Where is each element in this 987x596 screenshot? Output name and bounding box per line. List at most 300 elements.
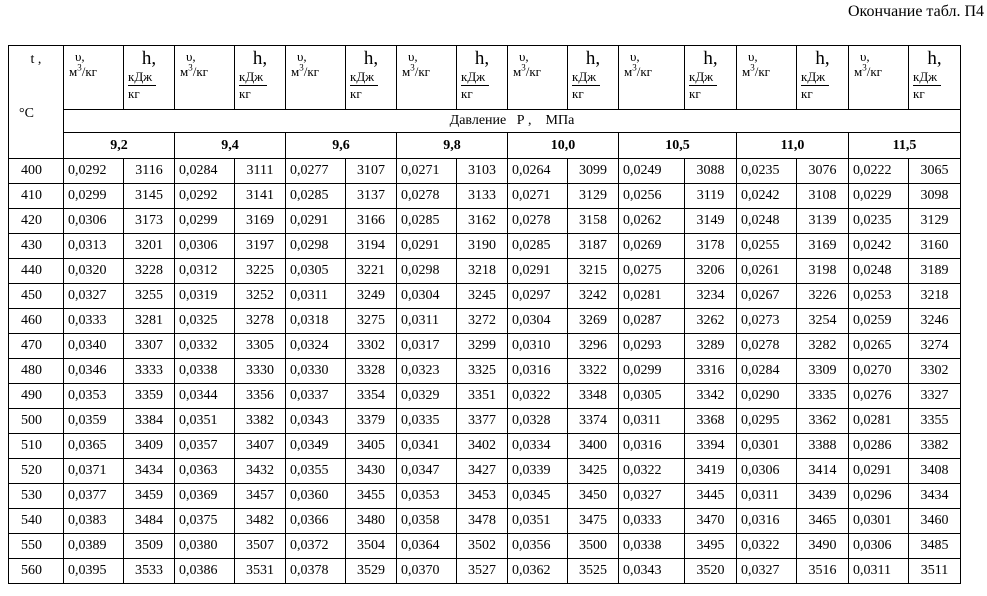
enthalpy-cell: 3133 bbox=[457, 184, 508, 209]
header-row-pressure-values bbox=[9, 133, 961, 159]
specific-volume-cell: 0,0327 bbox=[737, 559, 797, 584]
enthalpy-cell: 3249 bbox=[346, 284, 397, 309]
unit-tail: /кг bbox=[303, 64, 319, 79]
specific-volume-cell: 0,0249 bbox=[619, 159, 685, 184]
temperature-cell: 550 bbox=[9, 534, 64, 559]
specific-volume-cell: 0,0229 bbox=[849, 184, 909, 209]
table-row bbox=[9, 309, 961, 334]
specific-volume-cell: 0,0278 bbox=[737, 334, 797, 359]
enthalpy-cell: 3119 bbox=[685, 184, 737, 209]
enthalpy-cell: 3504 bbox=[346, 534, 397, 559]
enthalpy-cell: 3507 bbox=[235, 534, 286, 559]
enthalpy-unit-denominator: кг bbox=[801, 86, 813, 101]
enthalpy-unit-numerator: кДж bbox=[461, 69, 489, 86]
enthalpy-cell: 3432 bbox=[235, 459, 286, 484]
table-row bbox=[9, 209, 961, 234]
enthalpy-cell: 3302 bbox=[346, 334, 397, 359]
enthalpy-header bbox=[568, 46, 619, 110]
enthalpy-cell: 3149 bbox=[685, 209, 737, 234]
enthalpy-cell: 3351 bbox=[457, 384, 508, 409]
specific-volume-unit bbox=[402, 64, 452, 79]
pressure-label: Давление Р , МПа bbox=[64, 110, 961, 133]
enthalpy-unit-denominator: кг bbox=[350, 86, 362, 101]
unit-exponent: 3 bbox=[188, 62, 193, 73]
specific-volume-symbol: υ, bbox=[297, 49, 307, 64]
specific-volume-cell: 0,0286 bbox=[849, 434, 909, 459]
specific-volume-cell: 0,0359 bbox=[64, 409, 124, 434]
enthalpy-cell: 3111 bbox=[235, 159, 286, 184]
temperature-cell: 470 bbox=[9, 334, 64, 359]
specific-volume-cell: 0,0293 bbox=[619, 334, 685, 359]
specific-volume-header bbox=[64, 46, 124, 110]
specific-volume-header bbox=[397, 46, 457, 110]
specific-volume-unit bbox=[180, 64, 230, 79]
specific-volume-cell: 0,0377 bbox=[64, 484, 124, 509]
enthalpy-cell: 3187 bbox=[568, 234, 619, 259]
specific-volume-cell: 0,0338 bbox=[619, 534, 685, 559]
specific-volume-cell: 0,0310 bbox=[508, 334, 568, 359]
enthalpy-cell: 3382 bbox=[909, 434, 961, 459]
enthalpy-cell: 3409 bbox=[124, 434, 175, 459]
temperature-unit: °C bbox=[19, 106, 34, 121]
enthalpy-cell: 3206 bbox=[685, 259, 737, 284]
enthalpy-symbol: h, bbox=[585, 48, 601, 69]
enthalpy-cell: 3348 bbox=[568, 384, 619, 409]
enthalpy-cell: 3201 bbox=[124, 234, 175, 259]
temperature-cell: 560 bbox=[9, 559, 64, 584]
enthalpy-cell: 3137 bbox=[346, 184, 397, 209]
enthalpy-cell: 3296 bbox=[568, 334, 619, 359]
enthalpy-cell: 3482 bbox=[235, 509, 286, 534]
enthalpy-unit-denominator: кг bbox=[128, 86, 140, 101]
table-row bbox=[9, 459, 961, 484]
enthalpy-symbol: h, bbox=[363, 48, 379, 69]
table-row bbox=[9, 359, 961, 384]
specific-volume-header bbox=[737, 46, 797, 110]
enthalpy-cell: 3355 bbox=[909, 409, 961, 434]
unit-exponent: 3 bbox=[410, 62, 415, 73]
enthalpy-cell: 3402 bbox=[457, 434, 508, 459]
specific-volume-cell: 0,0299 bbox=[619, 359, 685, 384]
enthalpy-cell: 3272 bbox=[457, 309, 508, 334]
specific-volume-cell: 0,0305 bbox=[286, 259, 346, 284]
temperature-header bbox=[9, 46, 64, 133]
specific-volume-cell: 0,0345 bbox=[508, 484, 568, 509]
table-row bbox=[9, 159, 961, 184]
enthalpy-unit-numerator: кДж bbox=[128, 69, 156, 86]
enthalpy-unit-denominator: кг bbox=[461, 86, 473, 101]
specific-volume-cell: 0,0267 bbox=[737, 284, 797, 309]
specific-volume-cell: 0,0316 bbox=[619, 434, 685, 459]
enthalpy-cell: 3099 bbox=[568, 159, 619, 184]
specific-volume-cell: 0,0332 bbox=[175, 334, 235, 359]
specific-volume-cell: 0,0330 bbox=[286, 359, 346, 384]
specific-volume-cell: 0,0242 bbox=[737, 184, 797, 209]
enthalpy-symbol: h, bbox=[703, 48, 718, 69]
enthalpy-cell: 3495 bbox=[685, 534, 737, 559]
enthalpy-cell: 3457 bbox=[235, 484, 286, 509]
enthalpy-cell: 3139 bbox=[797, 209, 849, 234]
enthalpy-cell: 3178 bbox=[685, 234, 737, 259]
specific-volume-cell: 0,0366 bbox=[286, 509, 346, 534]
enthalpy-cell: 3478 bbox=[457, 509, 508, 534]
specific-volume-cell: 0,0291 bbox=[849, 459, 909, 484]
specific-volume-cell: 0,0362 bbox=[508, 559, 568, 584]
enthalpy-cell: 3485 bbox=[909, 534, 961, 559]
unit-exponent: 3 bbox=[299, 62, 304, 73]
specific-volume-unit bbox=[513, 64, 563, 79]
specific-volume-cell: 0,0301 bbox=[849, 509, 909, 534]
enthalpy-cell: 3516 bbox=[797, 559, 849, 584]
unit-base: м bbox=[69, 64, 78, 79]
specific-volume-cell: 0,0316 bbox=[508, 359, 568, 384]
enthalpy-cell: 3425 bbox=[568, 459, 619, 484]
enthalpy-cell: 3225 bbox=[235, 259, 286, 284]
enthalpy-cell: 3439 bbox=[797, 484, 849, 509]
specific-volume-cell: 0,0312 bbox=[175, 259, 235, 284]
temperature-cell: 460 bbox=[9, 309, 64, 334]
specific-volume-cell: 0,0346 bbox=[64, 359, 124, 384]
specific-volume-cell: 0,0242 bbox=[849, 234, 909, 259]
unit-exponent: 3 bbox=[750, 62, 755, 73]
enthalpy-symbol: h, bbox=[474, 48, 490, 69]
specific-volume-cell: 0,0255 bbox=[737, 234, 797, 259]
unit-exponent: 3 bbox=[77, 62, 82, 73]
enthalpy-cell: 3108 bbox=[797, 184, 849, 209]
unit-base: м bbox=[180, 64, 189, 79]
specific-volume-cell: 0,0299 bbox=[64, 184, 124, 209]
temperature-cell: 520 bbox=[9, 459, 64, 484]
enthalpy-symbol: h, bbox=[141, 48, 157, 69]
specific-volume-cell: 0,0275 bbox=[619, 259, 685, 284]
temperature-cell: 490 bbox=[9, 384, 64, 409]
enthalpy-cell: 3335 bbox=[797, 384, 849, 409]
table-row bbox=[9, 559, 961, 584]
enthalpy-cell: 3529 bbox=[346, 559, 397, 584]
pressure-value: 9,4 bbox=[175, 133, 286, 159]
pressure-value: 9,2 bbox=[64, 133, 175, 159]
unit-base: м bbox=[854, 64, 863, 79]
enthalpy-cell: 3246 bbox=[909, 309, 961, 334]
enthalpy-cell: 3245 bbox=[457, 284, 508, 309]
specific-volume-cell: 0,0304 bbox=[508, 309, 568, 334]
specific-volume-cell: 0,0353 bbox=[397, 484, 457, 509]
specific-volume-cell: 0,0318 bbox=[286, 309, 346, 334]
enthalpy-cell: 3368 bbox=[685, 409, 737, 434]
unit-tail: /кг bbox=[192, 64, 208, 79]
enthalpy-symbol: h, bbox=[815, 48, 830, 69]
specific-volume-cell: 0,0262 bbox=[619, 209, 685, 234]
enthalpy-cell: 3525 bbox=[568, 559, 619, 584]
enthalpy-cell: 3445 bbox=[685, 484, 737, 509]
specific-volume-cell: 0,0369 bbox=[175, 484, 235, 509]
enthalpy-cell: 3322 bbox=[568, 359, 619, 384]
specific-volume-cell: 0,0343 bbox=[286, 409, 346, 434]
specific-volume-cell: 0,0344 bbox=[175, 384, 235, 409]
table-row bbox=[9, 259, 961, 284]
specific-volume-cell: 0,0277 bbox=[286, 159, 346, 184]
enthalpy-cell: 3107 bbox=[346, 159, 397, 184]
unit-tail: /кг bbox=[414, 64, 430, 79]
specific-volume-cell: 0,0287 bbox=[619, 309, 685, 334]
enthalpy-cell: 3221 bbox=[346, 259, 397, 284]
specific-volume-header bbox=[508, 46, 568, 110]
specific-volume-cell: 0,0360 bbox=[286, 484, 346, 509]
enthalpy-cell: 3407 bbox=[235, 434, 286, 459]
header-row-units bbox=[9, 46, 961, 110]
enthalpy-unit-denominator: кг bbox=[239, 86, 251, 101]
enthalpy-cell: 3194 bbox=[346, 234, 397, 259]
enthalpy-cell: 3262 bbox=[685, 309, 737, 334]
specific-volume-unit bbox=[624, 64, 680, 79]
specific-volume-cell: 0,0306 bbox=[175, 234, 235, 259]
enthalpy-unit-denominator: кг bbox=[689, 86, 701, 101]
specific-volume-cell: 0,0304 bbox=[397, 284, 457, 309]
specific-volume-cell: 0,0284 bbox=[175, 159, 235, 184]
specific-volume-cell: 0,0365 bbox=[64, 434, 124, 459]
enthalpy-cell: 3116 bbox=[124, 159, 175, 184]
enthalpy-cell: 3228 bbox=[124, 259, 175, 284]
specific-volume-cell: 0,0284 bbox=[737, 359, 797, 384]
enthalpy-cell: 3281 bbox=[124, 309, 175, 334]
specific-volume-cell: 0,0327 bbox=[64, 284, 124, 309]
enthalpy-cell: 3173 bbox=[124, 209, 175, 234]
temperature-cell: 540 bbox=[9, 509, 64, 534]
specific-volume-cell: 0,0299 bbox=[175, 209, 235, 234]
specific-volume-header bbox=[619, 46, 685, 110]
enthalpy-cell: 3166 bbox=[346, 209, 397, 234]
temperature-header-blank bbox=[9, 133, 64, 159]
enthalpy-unit-numerator: кДж bbox=[801, 69, 829, 86]
enthalpy-cell: 3511 bbox=[909, 559, 961, 584]
pressure-value: 11,5 bbox=[849, 133, 961, 159]
unit-base: м bbox=[742, 64, 751, 79]
enthalpy-cell: 3354 bbox=[346, 384, 397, 409]
enthalpy-cell: 3190 bbox=[457, 234, 508, 259]
enthalpy-cell: 3427 bbox=[457, 459, 508, 484]
enthalpy-cell: 3234 bbox=[685, 284, 737, 309]
enthalpy-cell: 3356 bbox=[235, 384, 286, 409]
enthalpy-cell: 3531 bbox=[235, 559, 286, 584]
specific-volume-cell: 0,0295 bbox=[737, 409, 797, 434]
enthalpy-header bbox=[124, 46, 175, 110]
enthalpy-cell: 3275 bbox=[346, 309, 397, 334]
specific-volume-cell: 0,0320 bbox=[64, 259, 124, 284]
specific-volume-cell: 0,0311 bbox=[286, 284, 346, 309]
specific-volume-cell: 0,0337 bbox=[286, 384, 346, 409]
enthalpy-cell: 3430 bbox=[346, 459, 397, 484]
temperature-symbol: t , bbox=[30, 52, 42, 67]
enthalpy-cell: 3162 bbox=[457, 209, 508, 234]
enthalpy-cell: 3088 bbox=[685, 159, 737, 184]
specific-volume-cell: 0,0276 bbox=[849, 384, 909, 409]
specific-volume-header bbox=[286, 46, 346, 110]
specific-volume-cell: 0,0222 bbox=[849, 159, 909, 184]
specific-volume-cell: 0,0298 bbox=[397, 259, 457, 284]
enthalpy-cell: 3289 bbox=[685, 334, 737, 359]
specific-volume-cell: 0,0395 bbox=[64, 559, 124, 584]
enthalpy-cell: 3362 bbox=[797, 409, 849, 434]
enthalpy-cell: 3316 bbox=[685, 359, 737, 384]
enthalpy-cell: 3465 bbox=[797, 509, 849, 534]
specific-volume-cell: 0,0253 bbox=[849, 284, 909, 309]
enthalpy-cell: 3419 bbox=[685, 459, 737, 484]
specific-volume-cell: 0,0301 bbox=[737, 434, 797, 459]
specific-volume-cell: 0,0311 bbox=[619, 409, 685, 434]
enthalpy-cell: 3470 bbox=[685, 509, 737, 534]
enthalpy-cell: 3274 bbox=[909, 334, 961, 359]
specific-volume-cell: 0,0285 bbox=[397, 209, 457, 234]
enthalpy-cell: 3333 bbox=[124, 359, 175, 384]
specific-volume-symbol: υ, bbox=[186, 49, 196, 64]
specific-volume-symbol: υ, bbox=[519, 49, 529, 64]
enthalpy-symbol: h, bbox=[927, 48, 942, 69]
specific-volume-cell: 0,0305 bbox=[619, 384, 685, 409]
temperature-cell: 430 bbox=[9, 234, 64, 259]
enthalpy-cell: 3325 bbox=[457, 359, 508, 384]
specific-volume-cell: 0,0292 bbox=[64, 159, 124, 184]
temperature-cell: 440 bbox=[9, 259, 64, 284]
enthalpy-header bbox=[235, 46, 286, 110]
specific-volume-cell: 0,0317 bbox=[397, 334, 457, 359]
specific-volume-cell: 0,0291 bbox=[508, 259, 568, 284]
specific-volume-header bbox=[849, 46, 909, 110]
enthalpy-cell: 3328 bbox=[346, 359, 397, 384]
enthalpy-cell: 3226 bbox=[797, 284, 849, 309]
enthalpy-cell: 3414 bbox=[797, 459, 849, 484]
specific-volume-cell: 0,0285 bbox=[286, 184, 346, 209]
specific-volume-cell: 0,0378 bbox=[286, 559, 346, 584]
specific-volume-cell: 0,0319 bbox=[175, 284, 235, 309]
enthalpy-cell: 3434 bbox=[909, 484, 961, 509]
enthalpy-cell: 3076 bbox=[797, 159, 849, 184]
specific-volume-cell: 0,0278 bbox=[508, 209, 568, 234]
enthalpy-cell: 3330 bbox=[235, 359, 286, 384]
unit-base: м bbox=[513, 64, 522, 79]
specific-volume-cell: 0,0248 bbox=[737, 209, 797, 234]
specific-volume-cell: 0,0351 bbox=[508, 509, 568, 534]
specific-volume-cell: 0,0324 bbox=[286, 334, 346, 359]
specific-volume-cell: 0,0269 bbox=[619, 234, 685, 259]
enthalpy-cell: 3359 bbox=[124, 384, 175, 409]
specific-volume-cell: 0,0311 bbox=[737, 484, 797, 509]
specific-volume-cell: 0,0291 bbox=[286, 209, 346, 234]
specific-volume-cell: 0,0256 bbox=[619, 184, 685, 209]
specific-volume-cell: 0,0322 bbox=[737, 534, 797, 559]
enthalpy-cell: 3305 bbox=[235, 334, 286, 359]
enthalpy-cell: 3460 bbox=[909, 509, 961, 534]
specific-volume-cell: 0,0271 bbox=[508, 184, 568, 209]
enthalpy-cell: 3307 bbox=[124, 334, 175, 359]
enthalpy-cell: 3218 bbox=[909, 284, 961, 309]
unit-tail: /кг bbox=[754, 64, 770, 79]
enthalpy-header bbox=[346, 46, 397, 110]
specific-volume-cell: 0,0322 bbox=[619, 459, 685, 484]
specific-volume-cell: 0,0347 bbox=[397, 459, 457, 484]
unit-base: м bbox=[291, 64, 300, 79]
specific-volume-cell: 0,0248 bbox=[849, 259, 909, 284]
specific-volume-cell: 0,0306 bbox=[849, 534, 909, 559]
enthalpy-cell: 3299 bbox=[457, 334, 508, 359]
enthalpy-cell: 3254 bbox=[797, 309, 849, 334]
specific-volume-cell: 0,0341 bbox=[397, 434, 457, 459]
enthalpy-cell: 3405 bbox=[346, 434, 397, 459]
table-row bbox=[9, 409, 961, 434]
specific-volume-cell: 0,0297 bbox=[508, 284, 568, 309]
enthalpy-cell: 3379 bbox=[346, 409, 397, 434]
enthalpy-cell: 3169 bbox=[797, 234, 849, 259]
specific-volume-cell: 0,0273 bbox=[737, 309, 797, 334]
enthalpy-cell: 3145 bbox=[124, 184, 175, 209]
specific-volume-cell: 0,0311 bbox=[849, 559, 909, 584]
specific-volume-cell: 0,0313 bbox=[64, 234, 124, 259]
specific-volume-cell: 0,0265 bbox=[849, 334, 909, 359]
enthalpy-unit-denominator: кг bbox=[913, 86, 925, 101]
specific-volume-cell: 0,0270 bbox=[849, 359, 909, 384]
specific-volume-cell: 0,0363 bbox=[175, 459, 235, 484]
specific-volume-cell: 0,0264 bbox=[508, 159, 568, 184]
specific-volume-cell: 0,0338 bbox=[175, 359, 235, 384]
enthalpy-cell: 3490 bbox=[797, 534, 849, 559]
enthalpy-cell: 3160 bbox=[909, 234, 961, 259]
specific-volume-cell: 0,0329 bbox=[397, 384, 457, 409]
enthalpy-cell: 3500 bbox=[568, 534, 619, 559]
enthalpy-cell: 3400 bbox=[568, 434, 619, 459]
specific-volume-cell: 0,0306 bbox=[64, 209, 124, 234]
enthalpy-cell: 3377 bbox=[457, 409, 508, 434]
enthalpy-cell: 3327 bbox=[909, 384, 961, 409]
enthalpy-unit-numerator: кДж bbox=[913, 69, 941, 86]
table-row bbox=[9, 534, 961, 559]
pressure-value: 10,0 bbox=[508, 133, 619, 159]
enthalpy-header bbox=[797, 46, 849, 110]
specific-volume-cell: 0,0358 bbox=[397, 509, 457, 534]
enthalpy-unit-numerator: кДж bbox=[572, 69, 600, 86]
specific-volume-cell: 0,0291 bbox=[397, 234, 457, 259]
table-row bbox=[9, 484, 961, 509]
temperature-cell: 510 bbox=[9, 434, 64, 459]
specific-volume-unit bbox=[854, 64, 904, 79]
enthalpy-header bbox=[685, 46, 737, 110]
enthalpy-cell: 3252 bbox=[235, 284, 286, 309]
temperature-cell: 530 bbox=[9, 484, 64, 509]
enthalpy-cell: 3309 bbox=[797, 359, 849, 384]
enthalpy-unit-numerator: кДж bbox=[239, 69, 267, 86]
specific-volume-cell: 0,0340 bbox=[64, 334, 124, 359]
specific-volume-cell: 0,0271 bbox=[397, 159, 457, 184]
specific-volume-cell: 0,0292 bbox=[175, 184, 235, 209]
pressure-value: 9,6 bbox=[286, 133, 397, 159]
enthalpy-cell: 3189 bbox=[909, 259, 961, 284]
table-row bbox=[9, 384, 961, 409]
specific-volume-cell: 0,0333 bbox=[619, 509, 685, 534]
enthalpy-cell: 3129 bbox=[568, 184, 619, 209]
unit-exponent: 3 bbox=[862, 62, 867, 73]
enthalpy-cell: 3374 bbox=[568, 409, 619, 434]
enthalpy-unit-denominator: кг bbox=[572, 86, 584, 101]
specific-volume-cell: 0,0281 bbox=[849, 409, 909, 434]
enthalpy-cell: 3459 bbox=[124, 484, 175, 509]
specific-volume-cell: 0,0322 bbox=[508, 384, 568, 409]
enthalpy-cell: 3533 bbox=[124, 559, 175, 584]
specific-volume-cell: 0,0370 bbox=[397, 559, 457, 584]
pressure-value: 11,0 bbox=[737, 133, 849, 159]
specific-volume-symbol: υ, bbox=[408, 49, 418, 64]
table-row bbox=[9, 509, 961, 534]
enthalpy-cell: 3129 bbox=[909, 209, 961, 234]
specific-volume-cell: 0,0306 bbox=[737, 459, 797, 484]
specific-volume-cell: 0,0311 bbox=[397, 309, 457, 334]
